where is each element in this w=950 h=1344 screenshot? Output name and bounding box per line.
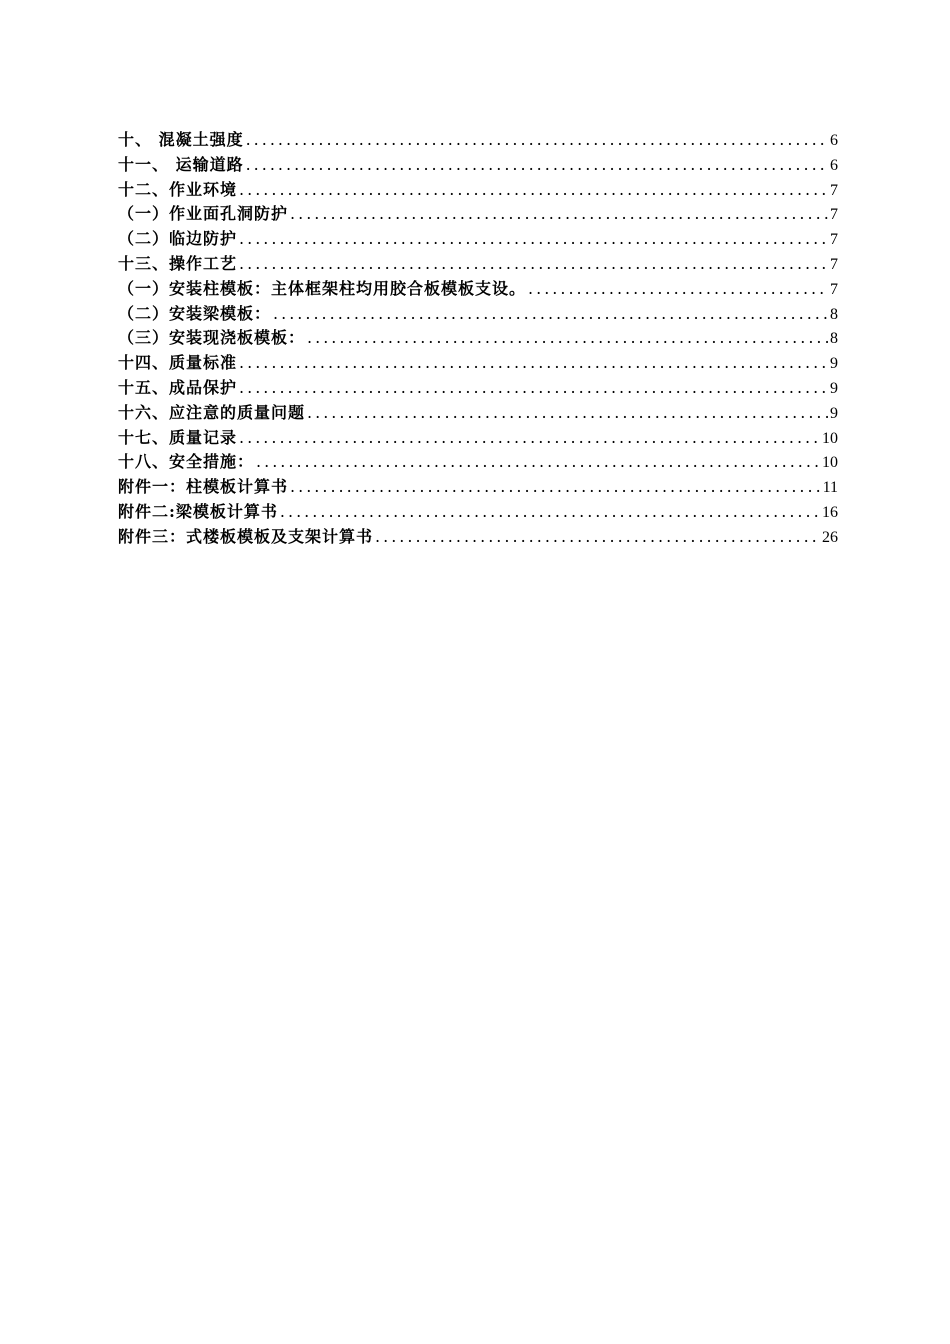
toc-entry-title: （二）安装梁模板： [118, 303, 272, 323]
toc-entry-title: 十三、操作工艺 [118, 253, 238, 273]
toc-leader-dots [273, 304, 828, 323]
toc-leader-dots [239, 353, 828, 372]
toc-entry[interactable] [118, 177, 838, 202]
toc-entry-page: 7 [830, 255, 838, 273]
toc-entry[interactable] [118, 226, 838, 251]
toc-entry-page: 8 [830, 305, 838, 323]
toc-entry[interactable] [118, 127, 838, 152]
toc-leader-dots [239, 180, 828, 199]
toc-leader-dots [290, 204, 828, 223]
toc-leader-dots [239, 378, 828, 397]
toc-entry-page: 10 [822, 429, 838, 447]
toc-entry[interactable] [118, 201, 838, 226]
toc-entry[interactable] [118, 350, 838, 375]
toc-entry-title: （二）临边防护 [118, 229, 238, 249]
toc-entry-page: 7 [830, 181, 838, 199]
toc-entry[interactable] [118, 499, 838, 524]
toc-entry[interactable] [118, 449, 838, 474]
toc-entry-page: 6 [830, 132, 838, 149]
toc-entry-page: 11 [822, 479, 838, 497]
toc-entry-title: 附件一：柱模板计算书 [118, 477, 289, 497]
toc-entry-page: 9 [830, 355, 838, 373]
toc-leader-dots [528, 279, 828, 298]
toc-leader-dots [239, 254, 828, 273]
toc-leader-dots [246, 155, 828, 174]
toc-entry-page: 9 [830, 404, 838, 422]
toc-entry[interactable] [118, 152, 838, 177]
toc-entry-page: 8 [830, 330, 838, 348]
toc-entry-page: 7 [830, 231, 838, 249]
toc-leader-dots [280, 502, 820, 521]
toc-entry[interactable] [118, 276, 838, 301]
toc-entry-page: 10 [822, 454, 838, 472]
table-of-contents [118, 127, 838, 549]
toc-leader-dots [290, 477, 821, 496]
toc-entry-title: 十四、质量标准 [118, 353, 238, 373]
toc-entry-title: 十二、作业环境 [118, 179, 238, 199]
toc-entry-page: 9 [830, 379, 838, 397]
toc-entry[interactable] [118, 375, 838, 400]
toc-leader-dots [375, 527, 820, 546]
toc-entry[interactable] [118, 524, 838, 549]
toc-entry[interactable] [118, 325, 838, 350]
toc-entry[interactable] [118, 400, 838, 425]
toc-leader-dots [256, 452, 820, 471]
toc-leader-dots [239, 229, 828, 248]
toc-entry[interactable] [118, 474, 838, 499]
toc-entry-page: 16 [822, 503, 838, 521]
toc-entry-title: 十六、应注意的质量问题 [118, 402, 306, 422]
toc-entry-title: （三）安装现浇板模板： [118, 328, 306, 348]
toc-entry-title: （一）作业面孔洞防护 [118, 204, 289, 224]
toc-entry-page: 7 [830, 280, 838, 298]
toc-entry-title: 十八、安全措施： [118, 452, 255, 472]
toc-entry-title: （一）安装柱模板：主体框架柱均用胶合板模板支设。 [118, 278, 527, 298]
toc-leader-dots [239, 428, 820, 447]
toc-entry[interactable] [118, 425, 838, 450]
toc-entry-title: 附件三：式楼板模板及支架计算书 [118, 526, 374, 546]
toc-entry[interactable] [118, 251, 838, 276]
toc-entry[interactable] [118, 301, 838, 326]
toc-entry-page: 7 [830, 206, 838, 224]
toc-leader-dots [246, 130, 828, 149]
toc-entry-title: 十、 混凝土强度 [118, 130, 244, 149]
toc-entry-title: 十一、 运输道路 [118, 154, 244, 174]
toc-leader-dots [307, 403, 828, 422]
toc-entry-page: 6 [830, 156, 838, 174]
toc-entry-title: 附件二:梁模板计算书 [118, 501, 278, 521]
toc-entry-page: 26 [822, 528, 838, 546]
toc-entry-title: 十七、质量记录 [118, 427, 238, 447]
toc-leader-dots [307, 328, 828, 347]
toc-entry-title: 十五、成品保护 [118, 377, 238, 397]
